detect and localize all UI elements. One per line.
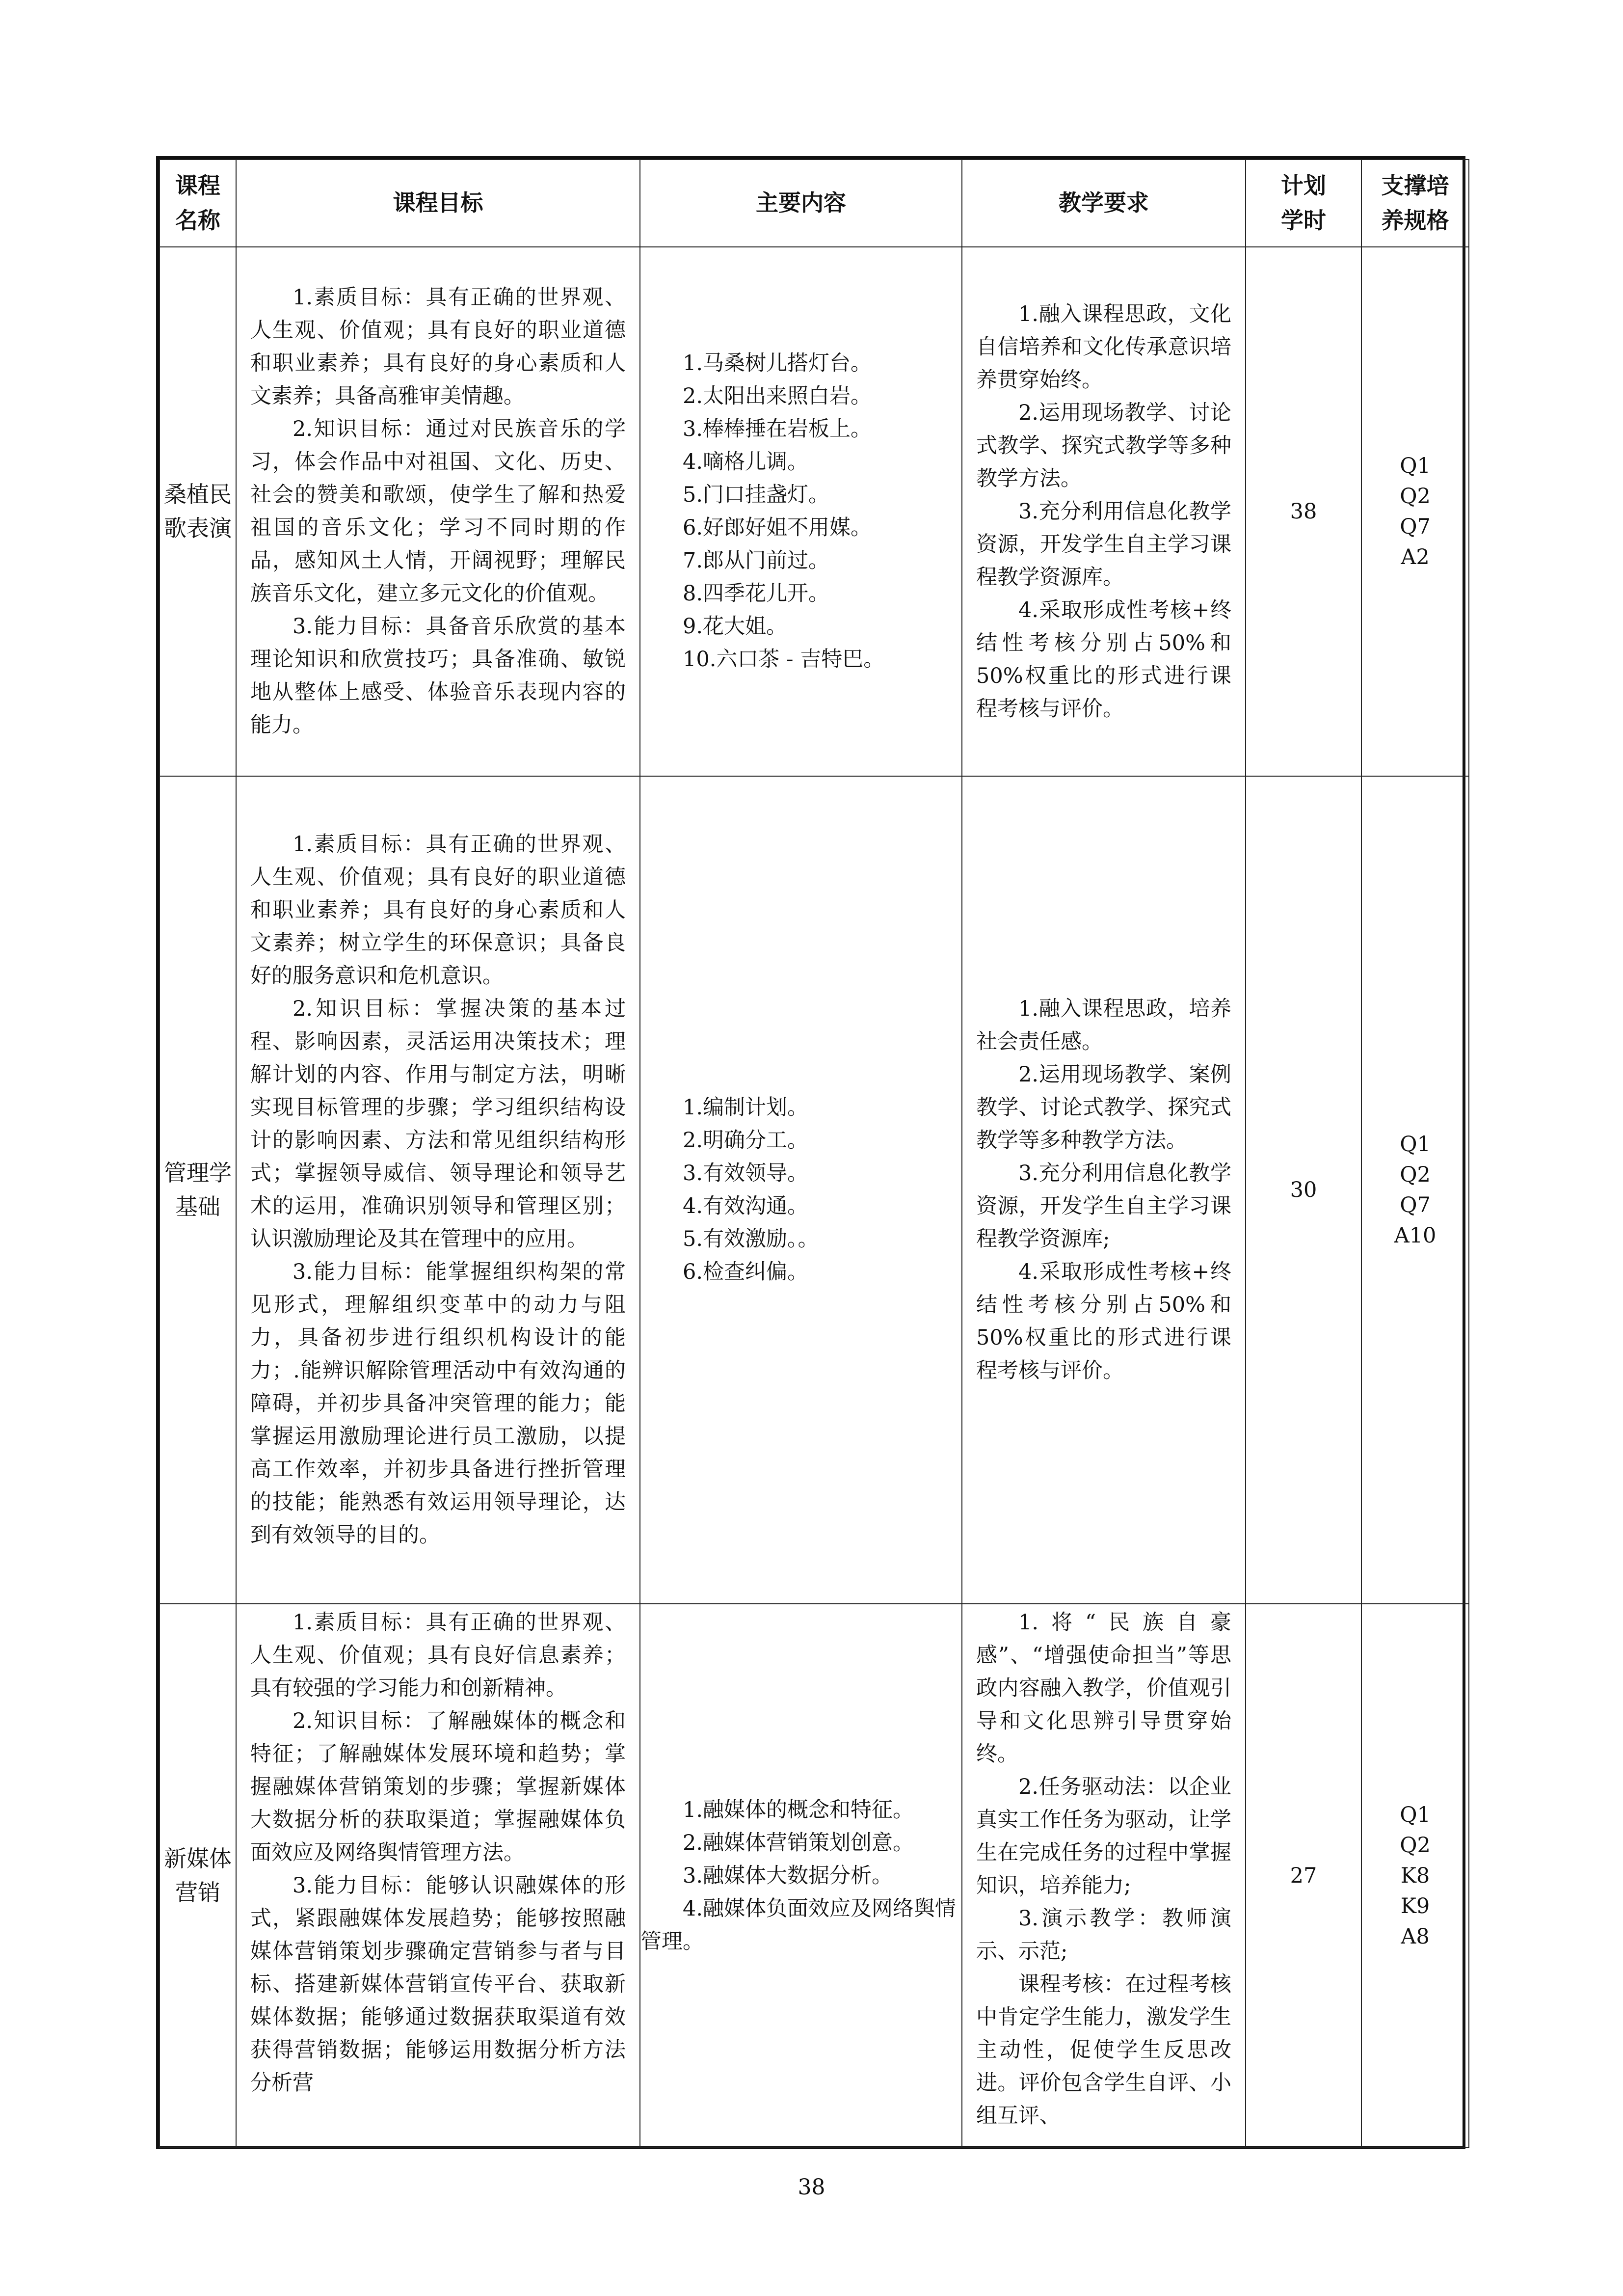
requirement-list xyxy=(962,296,1245,728)
main-content-cell xyxy=(640,776,962,1604)
content-item: 3.融媒体大数据分析。 xyxy=(683,1863,893,1888)
requirement-item: 2.运用现场教学、案例教学、讨论式教学、探究式教学等多种教学方法。 xyxy=(976,1062,1231,1153)
content-item: 4.有效沟通。 xyxy=(683,1194,809,1218)
content-item: 2.太阳出来照白岩。 xyxy=(683,384,872,408)
header-teaching-requirement: 教学要求 xyxy=(962,160,1246,247)
content-item: 6.好郎好姐不用媒。 xyxy=(683,515,872,540)
spec-code: Q1 xyxy=(1400,1132,1431,1157)
header-course-name: 课程名称 xyxy=(160,160,236,247)
goal-list xyxy=(237,279,639,744)
content-item: 5.门口挂盏灯。 xyxy=(683,483,830,507)
content-item: 4.融媒体负面效应及网络舆情管理。 xyxy=(640,1896,957,1954)
goal-item: 1.素质目标：具有正确的世界观、人生观、价值观；具有良好的职业道德和职业素养；具有良好的身心素质和人文素养；树立学生的环保意识；具备良好的服务意识和危机意识。 xyxy=(250,832,626,988)
table-row xyxy=(160,1604,1469,2148)
spec-code: Q7 xyxy=(1400,514,1431,539)
course-goal-cell xyxy=(236,776,640,1604)
course-table-frame xyxy=(156,156,1465,2149)
content-item: 3.棒棒捶在岩板上。 xyxy=(683,417,872,441)
spec-code: Q2 xyxy=(1400,1833,1431,1858)
requirement-item: 2.运用现场教学、讨论式教学、探究式教学等多种教学方法。 xyxy=(976,400,1231,491)
spec-code: A10 xyxy=(1394,1223,1437,1248)
header-row xyxy=(160,160,1469,247)
teaching-requirement-cell xyxy=(962,776,1246,1604)
goal-item: 2.知识目标：了解融媒体的概念和特征；了解融媒体发展环境和趋势；掌握融媒体营销策划的步骤；掌握新媒体大数据分析的获取渠道；掌握融媒体负面效应及网络舆情管理方法。 xyxy=(250,1709,626,1865)
table-row xyxy=(160,776,1469,1604)
goal-item: 1.素质目标：具有正确的世界观、人生观、价值观；具有良好的职业道德和职业素养；具有良好的身心素质和人文素养；具备高雅审美情趣。 xyxy=(250,285,626,408)
goal-item: 2.知识目标：掌握决策的基本过程、影响因素，灵活运用决策技术；理解计划的内容、作用与制定方法，明晰实现目标管理的步骤；学习组织结构设计的影响因素、方法和常见组织结构形式；掌握领导威信、领导理论和领导艺术的运用，准确识别领导和管理区别；认识激励理论及其在管理中的应用。 xyxy=(250,997,626,1251)
requirement-item: 1.融入课程思政，培养社会责任感。 xyxy=(976,997,1231,1054)
requirement-item: 1.将“民族自豪感”、“增强使命担当”等思政内容融入教学，价值观引导和文化思辨引导贯穿始终。 xyxy=(976,1610,1231,1766)
content-item: 2.融媒体营销策划创意。 xyxy=(683,1830,914,1855)
course-name-cell xyxy=(160,776,236,1604)
table-row xyxy=(160,247,1469,776)
content-item: 8.四季花儿开。 xyxy=(683,581,830,606)
page-number: 38 xyxy=(798,2175,825,2200)
requirement-item: 3.充分利用信息化教学资源，开发学生自主学习课程教学资源库; xyxy=(976,1161,1231,1251)
goal-item: 3.能力目标：具备音乐欣赏的基本理论知识和欣赏技巧；具备准确、敏锐地从整体上感受、体验音乐表现内容的能力。 xyxy=(250,614,626,737)
requirement-item: 2.任务驱动法：以企业真实工作任务为驱动，让学生在完成任务的过程中掌握知识，培养能力; xyxy=(976,1775,1231,1898)
header-main-content: 主要内容 xyxy=(640,160,962,247)
goal-list xyxy=(237,1604,639,2147)
requirement-list xyxy=(962,991,1245,1389)
content-item: 1.融媒体的概念和特征。 xyxy=(683,1797,914,1822)
course-goal-cell xyxy=(236,247,640,776)
spec-code: Q2 xyxy=(1400,484,1431,509)
spec-code: Q2 xyxy=(1400,1162,1431,1187)
requirement-item: 4.采取形成性考核+终结性考核分别占50%和50%权重比的形式进行课程考核与评价。 xyxy=(976,1260,1231,1383)
spec-code: A2 xyxy=(1401,545,1430,569)
content-item: 7.郎从门前过。 xyxy=(683,548,830,573)
goal-item: 2.知识目标：通过对民族音乐的学习，体会作品中对祖国、文化、历史、社会的赞美和歌颂，使学生了解和热爱祖国的音乐文化；学习不同时期的作品，感知风土人情，开阔视野；理解民族音乐文化，建立多元文化的价值观。 xyxy=(250,417,626,606)
requirement-item: 4.采取形成性考核+终结性考核分别占50%和50%权重比的形式进行课程考核与评价。 xyxy=(976,597,1231,721)
main-content-cell xyxy=(640,247,962,776)
course-table xyxy=(159,159,1469,2148)
requirement-item: 3.演示教学：教师演示、示范; xyxy=(976,1906,1231,1964)
header-planned-hours: 计划学时 xyxy=(1246,160,1361,247)
header-supported-spec: 支撑培养规格 xyxy=(1361,160,1469,247)
content-item: 6.检查纠偏。 xyxy=(683,1260,809,1284)
course-name-cell xyxy=(160,1604,236,2148)
course-name: 桑植民歌表演 xyxy=(164,481,232,541)
teaching-requirement-cell xyxy=(962,247,1246,776)
requirement-item: 课程考核：在过程考核中肯定学生能力，激发学生主动性，促使学生反思改进。评价包含学生自评、小组互评、 xyxy=(976,1972,1231,2128)
content-item: 4.嘀格儿调。 xyxy=(683,450,809,474)
requirement-list xyxy=(962,1604,1245,2147)
content-item: 2.明确分工。 xyxy=(683,1128,809,1153)
spec-code: Q7 xyxy=(1400,1193,1431,1217)
spec-code: K9 xyxy=(1400,1894,1430,1918)
header-course-goal: 课程目标 xyxy=(236,160,640,247)
supported-spec-cell xyxy=(1361,1604,1469,2148)
requirement-item: 1.融入课程思政，文化自信培养和文化传承意识培养贯穿始终。 xyxy=(976,301,1231,392)
supported-spec-cell xyxy=(1361,776,1469,1604)
spec-code: A8 xyxy=(1401,1924,1430,1949)
spec-code: Q1 xyxy=(1400,454,1431,478)
course-name: 管理学基础 xyxy=(164,1160,232,1220)
teaching-requirement-cell xyxy=(962,1604,1246,2148)
course-name-cell xyxy=(160,247,236,776)
spec-code: Q1 xyxy=(1400,1803,1431,1827)
planned-hours: 38 xyxy=(1246,247,1361,776)
planned-hours: 27 xyxy=(1246,1604,1361,2148)
goal-list xyxy=(237,826,639,1554)
course-goal-cell xyxy=(236,1604,640,2148)
supported-spec-cell xyxy=(1361,247,1469,776)
goal-item: 3.能力目标：能够认识融媒体的形式，紧跟融媒体发展趋势；能够按照融媒体营销策划步骤确定营销参与者与目标、搭建新媒体营销宣传平台、获取新媒体数据；能够通过数据获取渠道有效获得营销数据；能够运用数据分析方法分析营 xyxy=(250,1873,626,2095)
spec-code: K8 xyxy=(1400,1864,1430,1888)
content-item: 1.马桑树儿搭灯台。 xyxy=(683,351,872,376)
content-item: 1.编制计划。 xyxy=(683,1095,809,1120)
goal-item: 3.能力目标：能掌握组织构架的常见形式，理解组织变革中的动力与阻力，具备初步进行组织机构设计的能力；.能辨识解除管理活动中有效沟通的障碍，并初步具备冲突管理的能力；能掌握运用激励理论进行员工激励，以提高工作效率，并初步具备进行挫折管理的技能；能熟悉有效运用领导理论，达到有效领导的目的。 xyxy=(250,1260,626,1547)
requirement-item: 3.充分利用信息化教学资源，开发学生自主学习课程教学资源库。 xyxy=(976,499,1231,590)
content-item: 10.六口茶 - 吉特巴。 xyxy=(683,647,885,672)
course-name: 新媒体营销 xyxy=(164,1845,232,1906)
main-content-cell xyxy=(640,1604,962,2148)
planned-hours: 30 xyxy=(1246,776,1361,1604)
content-item: 9.花大姐。 xyxy=(683,614,788,639)
goal-item: 1.素质目标：具有正确的世界观、人生观、价值观；具有良好信息素养；具有较强的学习能力和创新精神。 xyxy=(250,1610,626,1701)
content-item: 3.有效领导。 xyxy=(683,1161,809,1186)
content-item: 5.有效激励。。 xyxy=(683,1227,819,1251)
